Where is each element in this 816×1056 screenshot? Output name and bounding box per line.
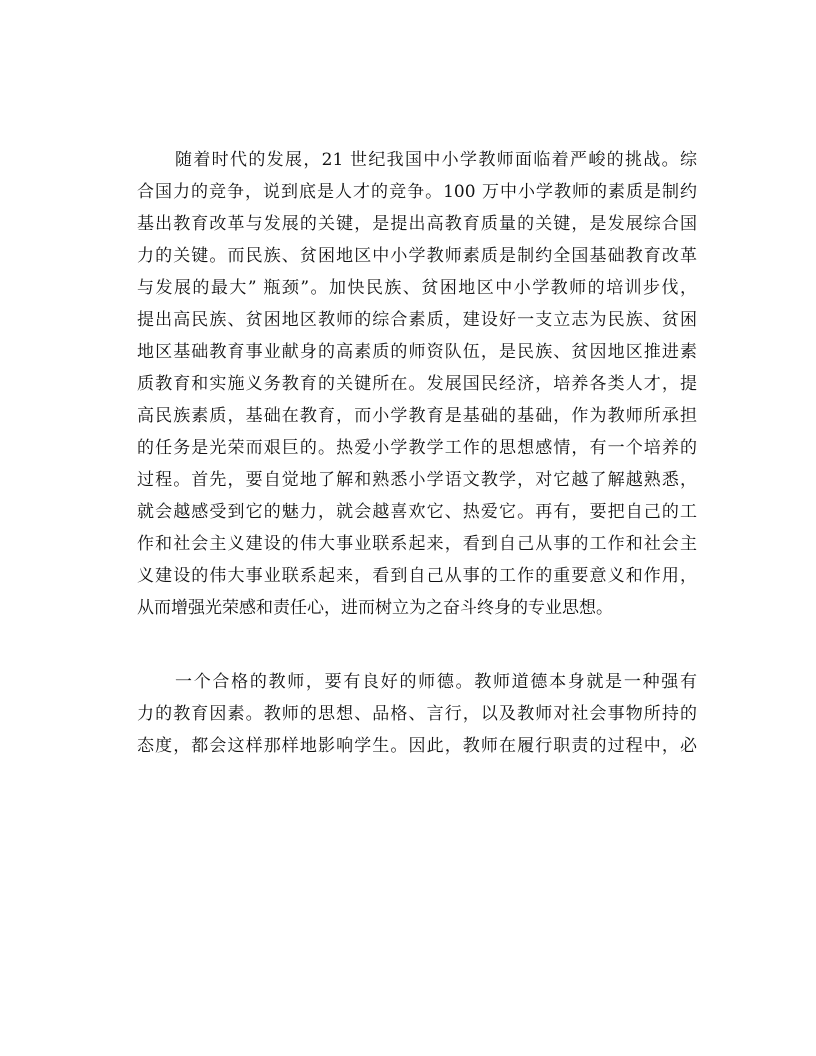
paragraph-line: 随着时代的发展，21 世纪我国中小学教师面临着严峻的挑战。综 <box>175 150 697 170</box>
paragraph-line: 高民族素质，基础在教育，而小学教育是基础的基础，作为教师所承担 <box>137 406 697 426</box>
paragraph-line: 一个合格的教师，要有良好的师德。教师道德本身就是一种强有 <box>175 672 697 692</box>
paragraph-line: 地区基础教育事业献身的高素质的师资队伍，是民族、贫因地区推进素 <box>137 342 697 362</box>
paragraph-line: 过程。首先，要自觉地了解和熟悉小学语文教学，对它越了解越熟悉， <box>137 470 697 490</box>
paragraph-1 <box>137 144 697 624</box>
paragraph-line: 作和社会主义建设的伟大事业联系起来，看到自己从事的工作和社会主 <box>137 534 697 554</box>
paragraph-line: 力的关键。而民族、贫困地区中小学教师素质是制约全国基础教育改革 <box>137 246 697 266</box>
paragraph-line: 提出高民族、贫困地区教师的综合素质，建设好一支立志为民族、贫困 <box>137 310 697 330</box>
paragraph-line: 就会越感受到它的魅力，就会越喜欢它、热爱它。再有，要把自己的工 <box>137 502 697 522</box>
paragraph-line: 态度，都会这样那样地影响学生。因此，教师在履行职责的过程中，必 <box>137 736 697 756</box>
paragraph-2 <box>137 666 697 762</box>
paragraph-line: 的任务是光荣而艰巨的。热爱小学教学工作的思想感情，有一个培养的 <box>137 438 697 458</box>
paragraph-line: 与发展的最大” 瓶颈”。加快民族、贫困地区中小学教师的培训步伐， <box>137 278 697 298</box>
paragraph-line: 质教育和实施义务教育的关键所在。发展国民经济，培养各类人才，提 <box>137 374 697 394</box>
paragraph-line: 从而增强光荣感和责任心，进而树立为之奋斗终身的专业思想。 <box>137 598 613 618</box>
paragraph-spacer <box>137 624 697 666</box>
paragraph-line: 基出教育改革与发展的关键，是提出高教育质量的关键，是发展综合国 <box>137 214 697 234</box>
document-body <box>137 144 697 762</box>
paragraph-line: 合国力的竞争，说到底是人才的竞争。100 万中小学教师的素质是制约 <box>137 182 697 202</box>
paragraph-line: 力的教育因素。教师的思想、品格、言行，以及教师对社会事物所持的 <box>137 704 697 724</box>
paragraph-line: 义建设的伟大事业联系起来，看到自己从事的工作的重要意义和作用， <box>137 566 697 586</box>
